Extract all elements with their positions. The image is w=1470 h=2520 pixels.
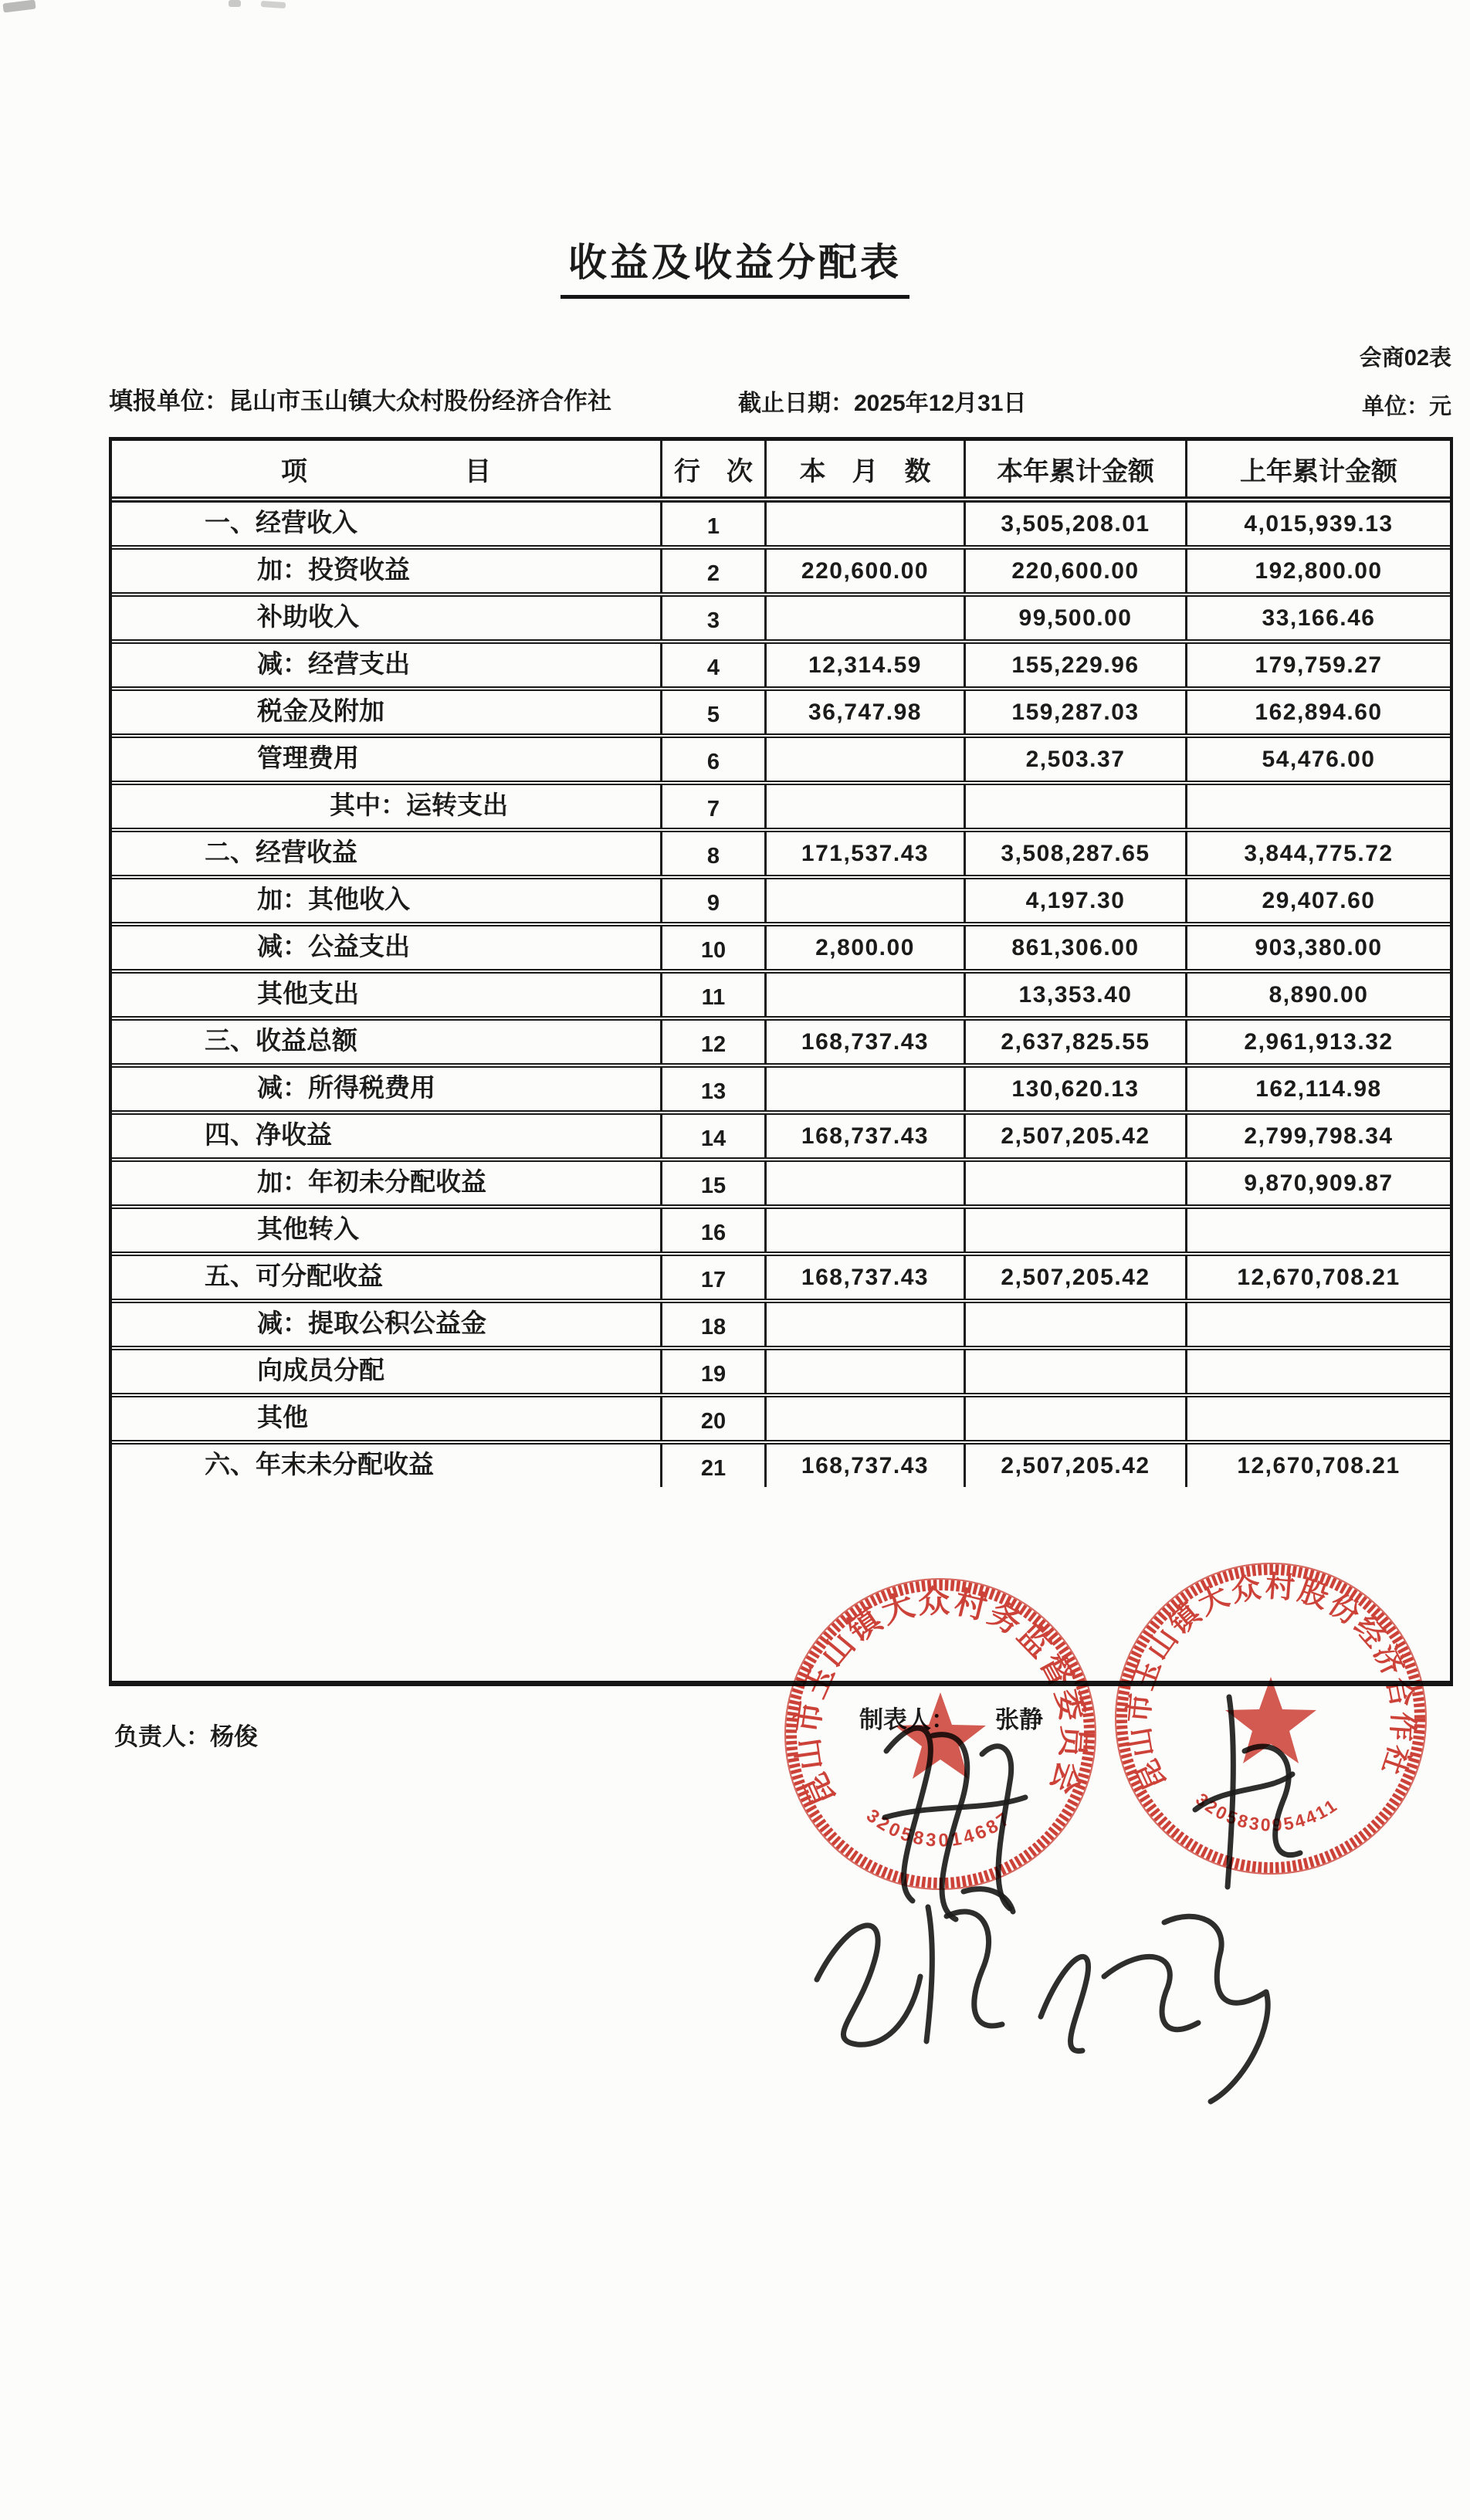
- row-prev-amt: 8,890.00: [1185, 974, 1450, 1016]
- row-month-amt: [764, 1162, 964, 1204]
- row-month-amt: 168,737.43: [764, 1021, 964, 1063]
- row-label: 补助收入: [257, 602, 359, 631]
- row-line-no: 16: [660, 1209, 764, 1252]
- row-year-amt: 4,197.30: [964, 879, 1185, 922]
- row-label: 减：所得税费用: [257, 1073, 435, 1102]
- row-label: 其他支出: [257, 979, 359, 1008]
- row-prev-amt: 3,844,775.72: [1185, 832, 1450, 875]
- row-year-amt: 2,637,825.55: [964, 1021, 1185, 1063]
- row-line-no: 11: [660, 974, 764, 1016]
- row-line-no: 18: [660, 1303, 764, 1346]
- row-label: 五、可分配收益: [205, 1262, 383, 1290]
- table-row: [112, 1346, 1450, 1393]
- row-label: 其中：运转支出: [330, 791, 508, 819]
- row-prev-amt: [1185, 785, 1450, 828]
- table-row: [112, 1393, 1450, 1440]
- row-year-amt: [964, 1397, 1185, 1440]
- row-prev-amt: 162,894.60: [1185, 691, 1450, 733]
- row-month-amt: [764, 1209, 964, 1252]
- row-prev-amt: 9,870,909.87: [1185, 1162, 1450, 1204]
- row-label: 减：提取公积公益金: [257, 1309, 486, 1337]
- seal-ring-text: 昆山市玉山镇大众村务监督委员会: [788, 1583, 1092, 1811]
- row-prev-amt: 2,799,798.34: [1185, 1115, 1450, 1157]
- table-body: [112, 503, 1450, 1487]
- row-line-no: 5: [660, 691, 764, 733]
- table-row: [112, 1016, 1450, 1063]
- header-item: 项 目: [281, 456, 491, 486]
- table-row: [112, 503, 1450, 545]
- row-prev-amt: 12,670,708.21: [1185, 1445, 1450, 1487]
- table-row: [112, 733, 1450, 781]
- seal-serial: 320583014687: [862, 1805, 1016, 1851]
- table-header-row: [112, 441, 1450, 503]
- signature-over-left-seal: [885, 1728, 1025, 1919]
- row-month-amt: 12,314.59: [764, 644, 964, 686]
- row-prev-amt: 33,166.46: [1185, 597, 1450, 639]
- row-prev-amt: 162,114.98: [1185, 1068, 1450, 1110]
- cutoff-date: 截止日期：2025年12月31日: [738, 391, 1027, 416]
- row-year-amt: 3,505,208.01: [964, 503, 1185, 545]
- row-line-no: 10: [660, 926, 764, 969]
- row-line-no: 21: [660, 1445, 764, 1487]
- row-year-amt: 13,353.40: [964, 974, 1185, 1016]
- row-month-amt: [764, 597, 964, 639]
- row-month-amt: [764, 785, 964, 828]
- row-year-amt: [964, 785, 1185, 828]
- row-prev-amt: [1185, 1350, 1450, 1393]
- row-line-no: 19: [660, 1350, 764, 1393]
- row-month-amt: 2,800.00: [764, 926, 964, 969]
- row-month-amt: [764, 1068, 964, 1110]
- header-month: 本 月 数: [764, 441, 964, 496]
- row-label: 税金及附加: [257, 696, 384, 725]
- row-year-amt: 130,620.13: [964, 1068, 1185, 1110]
- row-label: 向成员分配: [257, 1356, 384, 1384]
- row-month-amt: 168,737.43: [764, 1256, 964, 1299]
- row-year-amt: 220,600.00: [964, 550, 1185, 592]
- row-year-amt: 3,508,287.65: [964, 832, 1185, 875]
- table-row: [112, 1157, 1450, 1204]
- row-month-amt: [764, 738, 964, 781]
- table-row: [112, 1252, 1450, 1299]
- table-row: [112, 781, 1450, 828]
- table-row: [112, 639, 1450, 686]
- tabulator-name: 张静: [995, 1706, 1043, 1733]
- row-line-no: 13: [660, 1068, 764, 1110]
- row-label: 二、经营收益: [205, 838, 357, 866]
- row-month-amt: [764, 1303, 964, 1346]
- signature-1: [817, 1889, 1013, 2045]
- row-label: 加：投资收益: [257, 555, 410, 584]
- signature-2: [1041, 1916, 1268, 2102]
- table-row: [112, 828, 1450, 875]
- table-row: [112, 545, 1450, 592]
- header-year-total: 本年累计金额: [964, 441, 1185, 496]
- table-row: [112, 1204, 1450, 1252]
- row-line-no: 3: [660, 597, 764, 639]
- row-year-amt: 2,507,205.42: [964, 1445, 1185, 1487]
- row-year-amt: 2,503.37: [964, 738, 1185, 781]
- row-label: 一、经营收入: [205, 508, 357, 537]
- reporting-unit: 填报单位：昆山市玉山镇大众村股份经济合作社: [109, 388, 611, 415]
- form-code: 会商02表: [1359, 346, 1451, 371]
- row-month-amt: 168,737.43: [764, 1445, 964, 1487]
- handwritten-signatures: [733, 1652, 1351, 2131]
- table-row: [112, 969, 1450, 1016]
- scan-artifact: [2, 0, 36, 13]
- row-line-no: 4: [660, 644, 764, 686]
- row-prev-amt: 903,380.00: [1185, 926, 1450, 969]
- row-prev-amt: 54,476.00: [1185, 738, 1450, 781]
- row-label: 三、收益总额: [205, 1026, 357, 1055]
- row-line-no: 1: [660, 503, 764, 545]
- tabulator-label: 制表人：: [859, 1706, 955, 1733]
- row-year-amt: 861,306.00: [964, 926, 1185, 969]
- header-line-no: 行 次: [660, 441, 764, 496]
- row-line-no: 17: [660, 1256, 764, 1299]
- table-row: [112, 686, 1450, 733]
- row-month-amt: [764, 974, 964, 1016]
- row-label: 加：其他收入: [257, 885, 410, 913]
- table-row: [112, 1299, 1450, 1346]
- row-label: 加：年初未分配收益: [257, 1167, 486, 1196]
- unit-label: 单位：元: [1361, 395, 1451, 419]
- table-row: [112, 922, 1450, 969]
- row-prev-amt: 2,961,913.32: [1185, 1021, 1450, 1063]
- header-prev-total: 上年累计金额: [1185, 441, 1450, 496]
- table-row: [112, 875, 1450, 922]
- row-label: 减：公益支出: [257, 932, 410, 960]
- row-month-amt: 36,747.98: [764, 691, 964, 733]
- seal-serial: 3205830954411: [1192, 1789, 1343, 1835]
- row-year-amt: [964, 1209, 1185, 1252]
- row-year-amt: 2,507,205.42: [964, 1256, 1185, 1299]
- page-title: 收益及收益分配表: [561, 232, 909, 299]
- row-month-amt: 171,537.43: [764, 832, 964, 875]
- signature-over-right-seal: [1195, 1697, 1300, 1887]
- row-label: 其他转入: [257, 1214, 359, 1243]
- row-label: 六、年末未分配收益: [205, 1450, 434, 1478]
- row-year-amt: [964, 1350, 1185, 1393]
- seal-ring-text: 昆山市玉山镇大众村股份经济合作社: [1122, 1570, 1419, 1795]
- row-month-amt: [764, 1397, 964, 1440]
- row-year-amt: [964, 1162, 1185, 1204]
- row-prev-amt: [1185, 1397, 1450, 1440]
- row-prev-amt: [1185, 1303, 1450, 1346]
- row-label: 其他: [257, 1403, 308, 1431]
- row-label: 减：经营支出: [257, 649, 410, 678]
- row-line-no: 20: [660, 1397, 764, 1440]
- row-prev-amt: 179,759.27: [1185, 644, 1450, 686]
- row-year-amt: 2,507,205.42: [964, 1115, 1185, 1157]
- row-line-no: 15: [660, 1162, 764, 1204]
- row-month-amt: 220,600.00: [764, 550, 964, 592]
- income-distribution-table: [109, 437, 1453, 1686]
- row-month-amt: [764, 1350, 964, 1393]
- table-row: [112, 1440, 1450, 1487]
- scan-artifact: [261, 1, 286, 8]
- row-month-amt: 168,737.43: [764, 1115, 964, 1157]
- scan-artifact: [229, 0, 241, 7]
- row-year-amt: 155,229.96: [964, 644, 1185, 686]
- row-label: 管理费用: [257, 743, 359, 772]
- row-year-amt: 99,500.00: [964, 597, 1185, 639]
- row-line-no: 12: [660, 1021, 764, 1063]
- table-row: [112, 1063, 1450, 1110]
- row-prev-amt: 29,407.60: [1185, 879, 1450, 922]
- row-year-amt: [964, 1303, 1185, 1346]
- row-line-no: 6: [660, 738, 764, 781]
- row-prev-amt: [1185, 1209, 1450, 1252]
- row-month-amt: [764, 503, 964, 545]
- row-line-no: 7: [660, 785, 764, 828]
- table-row: [112, 592, 1450, 639]
- row-line-no: 14: [660, 1115, 764, 1157]
- row-label: 四、净收益: [205, 1120, 332, 1149]
- row-prev-amt: 192,800.00: [1185, 550, 1450, 592]
- row-line-no: 2: [660, 550, 764, 592]
- table-row: [112, 1110, 1450, 1157]
- row-line-no: 8: [660, 832, 764, 875]
- preparer-name: 负责人：杨俊: [114, 1723, 258, 1750]
- row-prev-amt: 12,670,708.21: [1185, 1256, 1450, 1299]
- row-line-no: 9: [660, 879, 764, 922]
- row-prev-amt: 4,015,939.13: [1185, 503, 1450, 545]
- row-month-amt: [764, 879, 964, 922]
- row-year-amt: 159,287.03: [964, 691, 1185, 733]
